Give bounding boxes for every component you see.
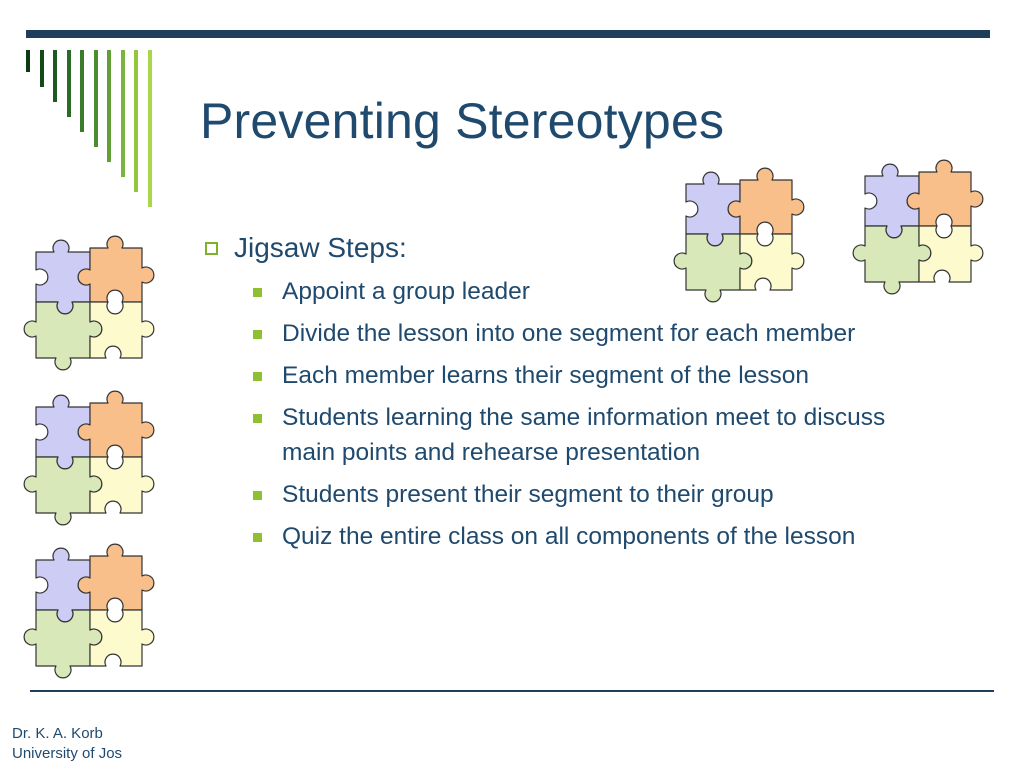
decorative-stripe [26,50,30,72]
square-bullet-icon [253,330,262,339]
top-divider [26,30,990,38]
step-text: Students learning the same information meet to discuss main points and rehearse presentation [282,404,886,466]
list-item [253,316,935,351]
square-bullet-icon [253,288,262,297]
footer [12,724,122,764]
hollow-square-bullet-icon [205,242,218,255]
slide-content [205,232,935,561]
heading-jigsaw-steps [205,232,935,264]
decorative-stripes [26,50,166,210]
steps-list [205,274,935,554]
heading-text: Jigsaw Steps: [234,232,407,263]
jigsaw-puzzle-icon [14,377,174,527]
bottom-divider [30,690,994,692]
list-item [253,274,935,309]
decorative-stripe [121,50,125,177]
footer-author: Dr. K. A. Korb [12,725,103,742]
square-bullet-icon [253,414,262,423]
decorative-stripe [80,50,84,132]
slide-title: Preventing Stereotypes [200,93,725,149]
jigsaw-puzzle-icon [14,530,174,680]
decorative-stripe [107,50,111,162]
step-text: Divide the lesson into one segment for each member [282,320,856,347]
decorative-stripe [134,50,138,192]
decorative-stripe [67,50,71,117]
list-item [253,400,935,470]
step-text: Each member learns their segment of the lesson [282,362,810,389]
decorative-stripe [94,50,98,147]
step-text: Students present their segment to their group [282,481,774,508]
step-text: Appoint a group leader [282,278,530,305]
jigsaw-puzzle-icon [14,222,174,372]
footer-institution: University of Jos [12,745,123,762]
square-bullet-icon [253,372,262,381]
decorative-stripe [53,50,57,102]
list-item [253,519,935,554]
list-item [253,477,935,512]
step-text: Quiz the entire class on all components of the lesson [282,523,856,550]
list-item [253,358,935,393]
square-bullet-icon [253,491,262,500]
decorative-stripe [40,50,44,87]
square-bullet-icon [253,533,262,542]
decorative-stripe [148,50,152,207]
